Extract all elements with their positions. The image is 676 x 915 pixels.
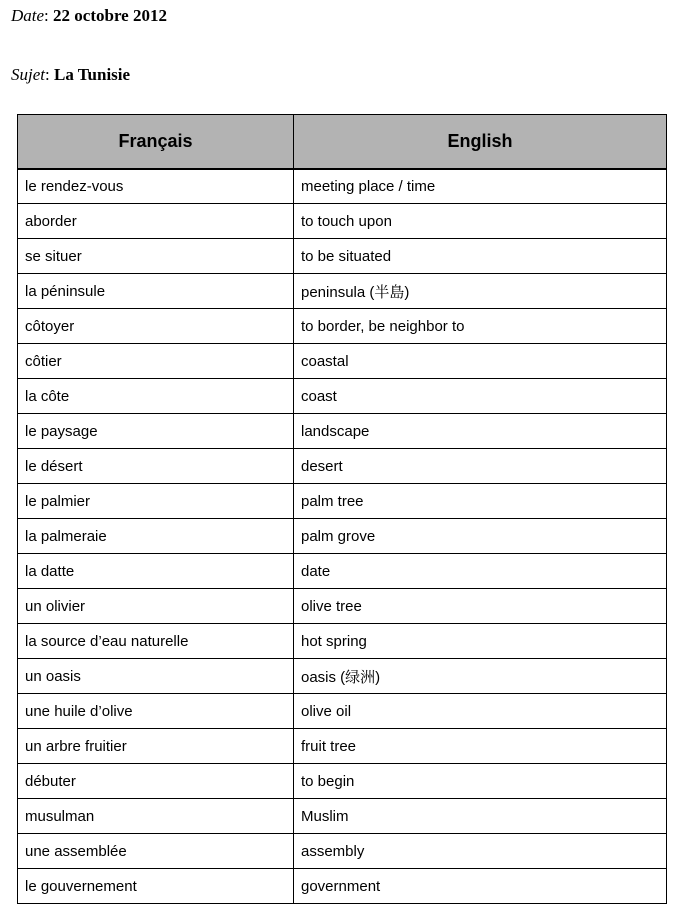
table-row bbox=[18, 554, 667, 589]
english-term: to be situated bbox=[294, 239, 667, 274]
table-row bbox=[18, 589, 667, 624]
table-row bbox=[18, 694, 667, 729]
english-term: oasis (绿洲) bbox=[294, 659, 667, 694]
english-term: palm tree bbox=[294, 484, 667, 519]
english-term: hot spring bbox=[294, 624, 667, 659]
english-term: peninsula (半島) bbox=[294, 274, 667, 309]
table-row bbox=[18, 414, 667, 449]
table-row bbox=[18, 379, 667, 414]
english-term: desert bbox=[294, 449, 667, 484]
table-row bbox=[18, 729, 667, 764]
french-term: une huile d’olive bbox=[18, 694, 294, 729]
french-term: un oasis bbox=[18, 659, 294, 694]
date-value: 22 octobre 2012 bbox=[53, 6, 167, 25]
table-header-row bbox=[18, 115, 667, 169]
french-term: le rendez-vous bbox=[18, 169, 294, 204]
french-term: se situer bbox=[18, 239, 294, 274]
french-term: la côte bbox=[18, 379, 294, 414]
french-term: un arbre fruitier bbox=[18, 729, 294, 764]
table-row bbox=[18, 869, 667, 904]
english-term: olive tree bbox=[294, 589, 667, 624]
english-term: landscape bbox=[294, 414, 667, 449]
english-term: fruit tree bbox=[294, 729, 667, 764]
vocabulary-table bbox=[17, 114, 667, 904]
date-line: Date: 22 octobre 2012 bbox=[11, 6, 167, 25]
table-row bbox=[18, 449, 667, 484]
english-term: meeting place / time bbox=[294, 169, 667, 204]
english-term: to begin bbox=[294, 764, 667, 799]
table-row bbox=[18, 484, 667, 519]
french-term: musulman bbox=[18, 799, 294, 834]
table-row bbox=[18, 659, 667, 694]
french-term: un olivier bbox=[18, 589, 294, 624]
table-row bbox=[18, 799, 667, 834]
table-row bbox=[18, 274, 667, 309]
french-term: côtier bbox=[18, 344, 294, 379]
french-term: débuter bbox=[18, 764, 294, 799]
table-row bbox=[18, 764, 667, 799]
table-row bbox=[18, 239, 667, 274]
table-row bbox=[18, 624, 667, 659]
french-term: aborder bbox=[18, 204, 294, 239]
english-term: government bbox=[294, 869, 667, 904]
french-term: la palmeraie bbox=[18, 519, 294, 554]
table-row bbox=[18, 169, 667, 204]
table-row bbox=[18, 834, 667, 869]
english-term: date bbox=[294, 554, 667, 589]
subject-value: La Tunisie bbox=[53, 65, 131, 84]
french-term: la datte bbox=[18, 554, 294, 589]
english-term: olive oil bbox=[294, 694, 667, 729]
english-term: to border, be neighbor to bbox=[294, 309, 667, 344]
date-label: Date bbox=[11, 6, 45, 25]
english-term: assembly bbox=[294, 834, 667, 869]
french-term: côtoyer bbox=[18, 309, 294, 344]
column-header-french: Français bbox=[18, 115, 294, 169]
english-term: coastal bbox=[294, 344, 667, 379]
french-term: une assemblée bbox=[18, 834, 294, 869]
french-term: la péninsule bbox=[18, 274, 294, 309]
french-term: la source d’eau naturelle bbox=[18, 624, 294, 659]
table-row bbox=[18, 309, 667, 344]
subject-line: Sujet: La Tunisie bbox=[11, 65, 131, 84]
subject-label: Sujet bbox=[11, 65, 45, 84]
french-term: le désert bbox=[18, 449, 294, 484]
table-row bbox=[18, 519, 667, 554]
table-row bbox=[18, 344, 667, 379]
table-row bbox=[18, 204, 667, 239]
french-term: le palmier bbox=[18, 484, 294, 519]
english-term: Muslim bbox=[294, 799, 667, 834]
english-term: coast bbox=[294, 379, 667, 414]
english-term: palm grove bbox=[294, 519, 667, 554]
french-term: le paysage bbox=[18, 414, 294, 449]
vocabulary-table-body bbox=[18, 169, 667, 904]
french-term: le gouvernement bbox=[18, 869, 294, 904]
column-header-english: English bbox=[294, 115, 667, 169]
english-term: to touch upon bbox=[294, 204, 667, 239]
